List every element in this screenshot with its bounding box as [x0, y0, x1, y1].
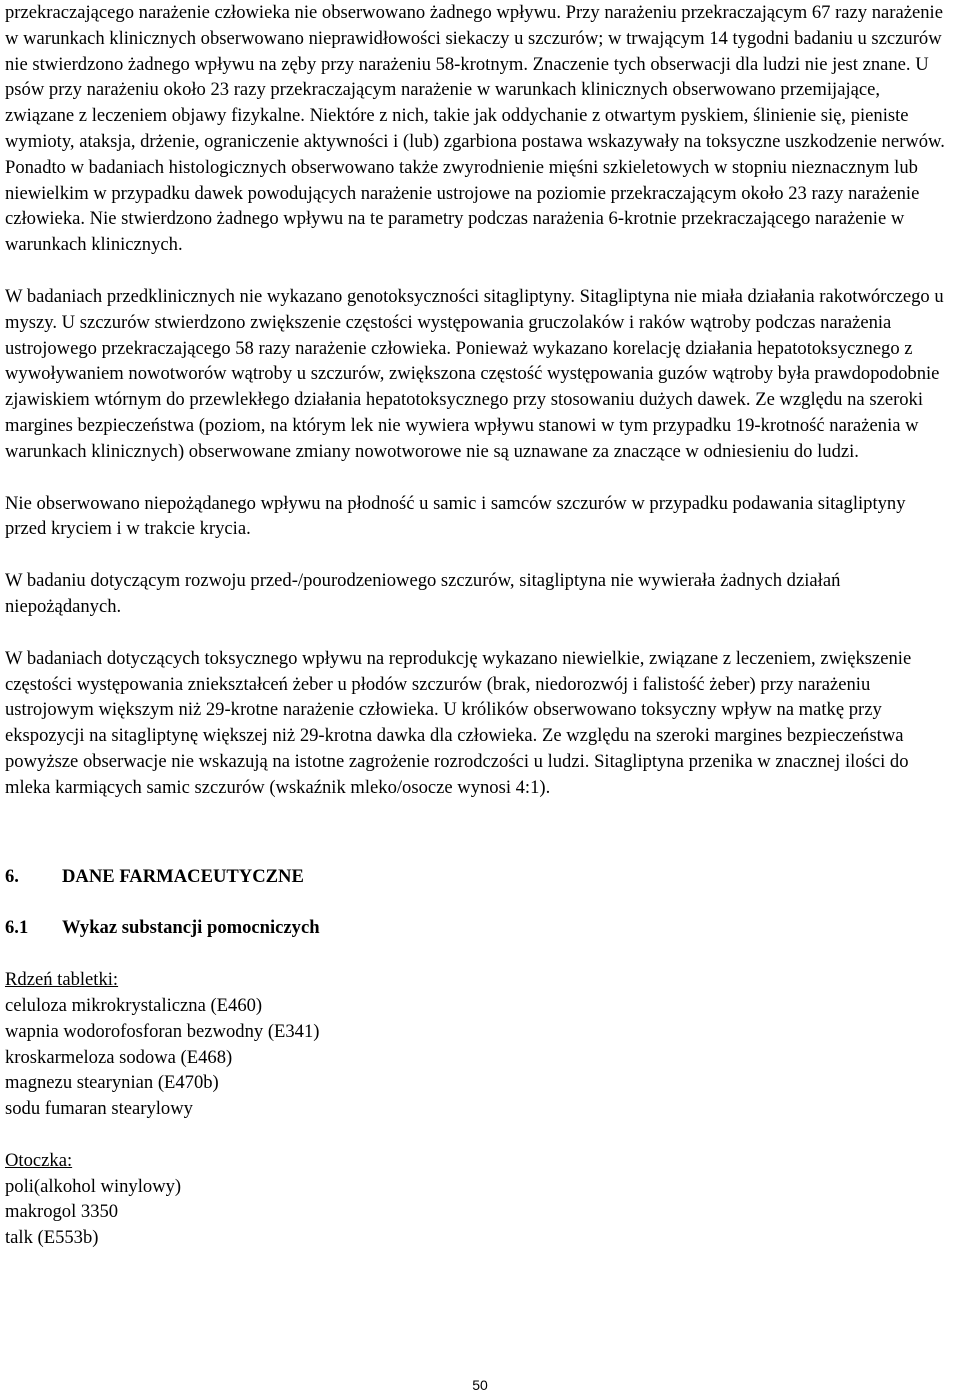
core-item: kroskarmeloza sodowa (E468)	[5, 1046, 233, 1068]
spacer	[5, 801, 950, 838]
spacer	[5, 465, 950, 491]
paragraph-reproduction: W badaniach dotyczących toksycznego wpływu na reprodukcję wykazano niewielkie, związane z leczeniem, zwiększenie częstości występowania zniekształceń żeber u płodów szczurów (brak, niedorozwój i falistość żeber) przy narażeniu ustrojowym większym niż 29-krotne narażenie człowieka. U królików obserwowano toksyczny wpływ na matkę przy ekspozycji na sitagliptynę większej niż 29-krotna dawka dla człowieka. Ze względu na szeroki margines bezpieczeństwa powyższe obserwacje nie wskazują na istotne zagrożenie rozrodczości u ludzi. Sitagliptyna przenika w znacznej ilości do mleka karmiących samic szczurów (wskaźnik mleko/osocze wynosi 4:1).	[5, 647, 912, 798]
paragraph-development: W badaniu dotyczącym rozwoju przed-/pourodzeniowego szczurów, sitagliptyna nie wywierała żadnych działań niepożądanych.	[5, 570, 841, 617]
section-6-number: 6.	[5, 865, 19, 887]
section-6-heading	[5, 864, 950, 890]
core-item: magnezu stearynian (E470b)	[5, 1072, 219, 1094]
document-page	[5, 0, 950, 1251]
page-number: 50	[472, 1377, 488, 1393]
spacer	[5, 258, 950, 284]
coating-item: talk (E553b)	[5, 1227, 99, 1249]
coating-item: poli(alkohol winylowy)	[5, 1175, 182, 1197]
core-item: celuloza mikrokrystaliczna (E460)	[5, 994, 263, 1016]
paragraph-toxicity-animals: przekraczającego narażenie człowieka nie obserwowano żadnego wpływu. Przy narażeniu przekraczającym 67 razy narażenie w warunkach klinicznych obserwowano nieprawidłowości siekaczy u szczurów; w trwającym 14 tygodni badaniu u szczurów nie stwierdzono żadnego wpływu na zęby przy narażeniu 58-krotnym. Znaczenie tych obserwacji dla ludzi nie jest znane. U psów przy narażeniu około 23 razy przekraczającym narażenie w warunkach klinicznych obserwowano przemijające, związane z leczeniem objawy fizykalne. Niektóre z nich, takie jak oddychanie z otwartym pyskiem, ślinienie się, pieniste wymioty, ataksja, drżenie, ograniczenie aktywności i (lub) zgarbiona postawa wskazywały na toksyczne uszkodzenie nerwów. Ponadto w badaniach histologicznych obserwowano także zwyrodnienie mięśni szkieletowych w stopniu nieznacznym lub niewielkim w przypadku dawek powodujących narażenie ustrojowe na poziomie przekraczającym około 23 razy narażenie człowieka. Nie stwierdzono żadnego wpływu na te parametry podczas narażenia 6-krotnie przekraczającego narażenie w warunkach klinicznych.	[5, 2, 945, 256]
spacer	[5, 838, 950, 864]
section-6-title: DANE FARMACEUTYCZNE	[62, 865, 304, 887]
core-item: wapnia wodorofosforan bezwodny (E341)	[5, 1020, 320, 1042]
paragraph-fertility: Nie obserwowano niepożądanego wpływu na płodność u samic i samców szczurów w przypadku podawania sitagliptyny przed kryciem i w trakcie krycia.	[5, 492, 906, 540]
section-6-1-number: 6.1	[5, 917, 29, 939]
spacer	[5, 941, 950, 967]
spacer	[5, 1122, 950, 1148]
spacer	[5, 542, 950, 568]
coating-item: makrogol 3350	[5, 1201, 119, 1223]
section-6-1-title: Wykaz substancji pomocniczych	[62, 917, 320, 939]
spacer	[5, 889, 950, 915]
spacer	[5, 620, 950, 646]
paragraph-carcinogenicity: W badaniach przedklinicznych nie wykazano genotoksyczności sitagliptyny. Sitagliptyna nie miała działania rakotwórczego u myszy. U szczurów stwierdzono zwiększenie częstości występowania gruczolaków i raków wątroby podczas narażenia ustrojowego przekraczającego 58 razy narażenie człowieka. Ponieważ wykazano korelację działania hepatotoksycznego z wywoływaniem nowotworów wątroby u szczurów, zwiększona częstość występowania guzów wątroby była prawdopodobnie zjawiskiem wtórnym do przewlekłego działania hepatotoksycznego przy stosowaniu dużych dawek. Ze względu na szeroki margines bezpieczeństwa (poziom, na którym lek nie wywiera wpływu stanowi w tym przypadku 19-krotność narażenia w warunkach klinicznych) obserwowane zmiany nowotworowe nie są uznawane za znaczące w odniesieniu do ludzi.	[5, 285, 944, 462]
core-item: sodu fumaran stearylowy	[5, 1098, 193, 1120]
coating-heading: Otoczka:	[5, 1149, 73, 1171]
section-6-1-heading	[5, 915, 950, 941]
core-heading: Rdzeń tabletki:	[5, 969, 119, 991]
